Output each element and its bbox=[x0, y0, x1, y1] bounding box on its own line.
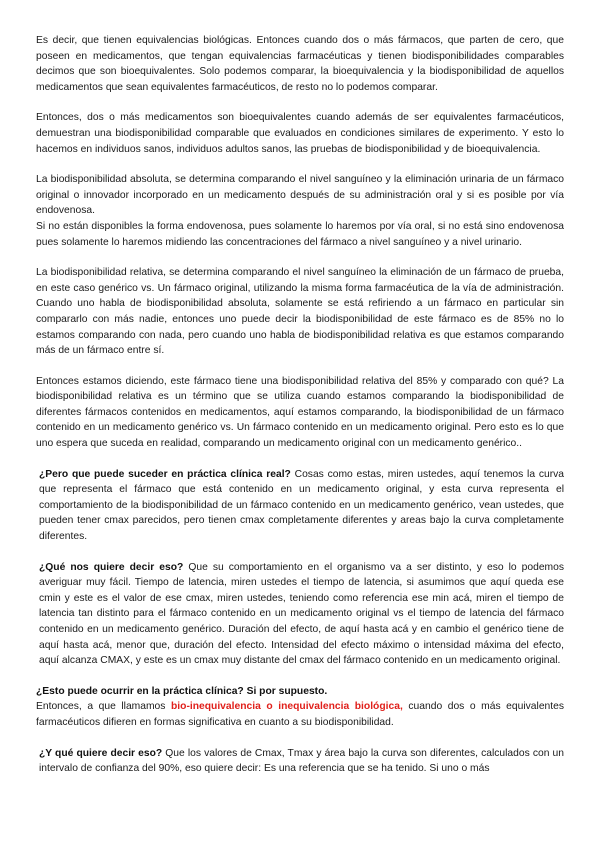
paragraph-and-what-does-it-mean bbox=[36, 746, 564, 777]
bio-inequivalence-term: bio-inequivalencia o inequivalencia biológica, bbox=[171, 701, 403, 713]
paragraph-bioequivalent-definition: Entonces, dos o más medicamentos son bioequivalentes cuando además de ser equivalentes farmacéuticos, demuestran una biodisponibilidad comparable que evaluados en condiciones similares de experimento. Y esto lo hacemos en individuos sanos, individuos adultos sanos, las pruebas de biodisponibilidad y de bioequivalencia. bbox=[36, 112, 564, 155]
paragraph-absolute-bioavailability: La biodisponibilidad absoluta, se determina comparando el nivel sanguíneo y la eliminación urinaria de un fármaco original o innovador incorporado en un medicamento después de su administración oral y si es posible por vía endovenosa. bbox=[36, 174, 564, 217]
paragraph-bio-inequivalence bbox=[36, 699, 564, 730]
paragraph-bioequivalence-intro: Es decir, que tienen equivalencias biológicas. Entonces cuando dos o más fármacos, que parten de cero, que poseen en medicamentos, que tengan equivalencias farmacéuticas y tienen biodisponibilidades comparables decimos que son bioequivalentes. Solo podemos comparar, la bioequivalencia y la biodisponibilidad de aquellos medicamentos que sean equivalentes farmacéuticos, de resto no lo podemos comparar. bbox=[36, 35, 564, 93]
question-and-what-does-it-mean: ¿Y qué quiere decir eso? bbox=[39, 747, 163, 759]
bio-inequivalence-post: cuando dos o más equivalentes farmacéuticos difieren en formas significativa en cuanto a su biodisponibilidad. bbox=[36, 701, 565, 728]
paragraph-relative-comparison: Entonces estamos diciendo, este fármaco tiene una biodisponibilidad relativa del 85% y comparado con qué? La biodisponibilidad relativa es un término que se utiliza cuando estamos comparando la biodisponibilidad de diferentes fármacos contenidos en medicamentos, aquí estamos comparando, la biodisponibilidad de un fármaco contenido en un medicamento genérico vs. Un fármaco contenido en un medicamento original. Pero esto es lo que uno espera que suceda en realidad, comparando un medicamento original con un medicamento genérico.. bbox=[36, 375, 564, 450]
paragraph-clinical-practice bbox=[36, 467, 564, 545]
question-can-it-occur: ¿Esto puede ocurrir en la práctica clínica? Si por supuesto. bbox=[36, 685, 328, 697]
paragraph-what-does-it-mean bbox=[36, 560, 564, 669]
paragraph-relative-bioavailability: La biodisponibilidad relativa, se determina comparando el nivel sanguíneo la eliminación de un fármaco de prueba, en este caso genérico vs. Un fármaco original, utilizando la misma forma farmacéutica de la vía de administración. Cuando uno habla de biodisponibilidad absoluta, solamente se está refiriendo a un fármaco en particular sin compararlo con más nadie, entonces uno puede decir la biodisponibilidad de este fármaco es de 85% no lo estamos comparando con nada, pero cuando uno habla de biodisponibilidad relativa es que estamos comparando más de un fármaco entre sí. bbox=[36, 267, 564, 357]
question-clinical-practice: ¿Pero que puede suceder en práctica clínica real? bbox=[39, 468, 291, 480]
paragraph-endovenous-note: Si no están disponibles la forma endovenosa, pues solamente lo haremos por vía oral, si no está sino endovenosa pues solamente lo haremos midiendo las concentraciones del fármaco a nivel sanguíneo y a nivel urinario. bbox=[36, 220, 564, 248]
bio-inequivalence-pre: Entonces, a que llamamos bbox=[36, 701, 171, 713]
question-what-does-it-mean: ¿Qué nos quiere decir eso? bbox=[39, 561, 184, 573]
what-does-it-mean-text: Que su comportamiento en el organismo va a ser distinto, y eso lo podemos averiguar muy fácil. Tiempo de latencia, miren ustedes el tiempo de latencia, si asumimos que aquí queda ese cmin y este es el valor de ese cmax, miren ustedes, teniendo como referencia ese min acá, miren el tiempo de latencia tan distinto para el fármaco contenido en un medicamento original vs el tiempo de latencia del fármaco contenido en un medicamento genérico. Duración del efecto, de aquí hasta acá y en cambio el genérico tiene de aquí hasta acá, menor que, duración del efecto. Intensidad del efecto máximo o intensidad máxima del efecto, aquí alcanza CMAX, y este es un cmax muy distante del cmax del fármaco contenido en un medicamento original. bbox=[39, 561, 565, 667]
clinical-practice-text: Cosas como estas, miren ustedes, aquí tenemos la curva que representa el fármaco que está contenido en un medicamento original, y esta curva representa el comportamiento de la biodisponibilidad de un fármaco contenido en un medicamento genérico, vean ustedes, que pueden tener cmax parecidos, pero tienen cmax completamente diferentes y areas bajo la curva completamente diferentes. bbox=[39, 468, 564, 543]
and-what-does-it-mean-text: Que los valores de Cmax, Tmax y área bajo la curva son diferentes, calculados con un intervalo de confianza del 90%, eso quiere decir: Es una referencia que se ha tenido. Si uno o más bbox=[39, 747, 564, 775]
